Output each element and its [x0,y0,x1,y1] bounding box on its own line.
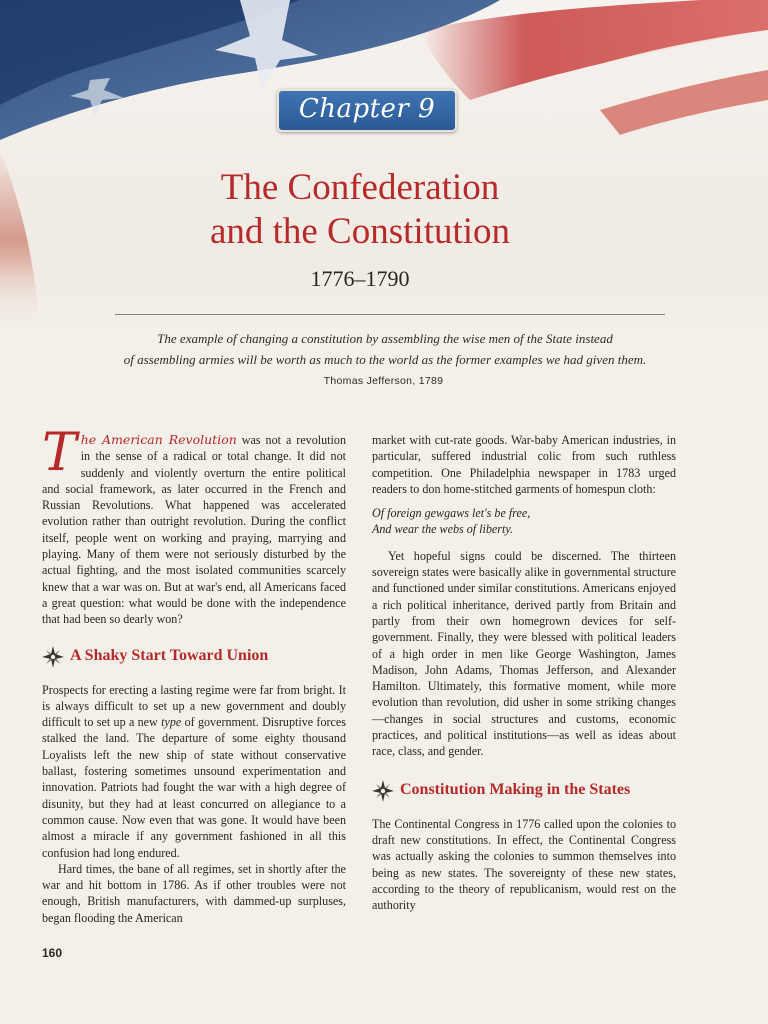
page-number: 160 [42,946,63,960]
attribution-text: Thomas Jefferson, 1789 [323,375,444,387]
divider [115,314,665,315]
chapter-title-line-1: The Confederation [220,167,500,208]
body-text: Prospects for erecting a lasting regime were far from bright. It is always difficult to set up a new government and doubly difficult to set up a new [42,682,346,730]
intro-paragraph [42,423,346,628]
right-column [372,432,676,913]
verse-line-1: Of foreign gewgaws let's be free, [372,506,531,521]
compass-star-icon [42,646,64,668]
epigraph-line-1: The example of changing a constitution by assembling the wise men of the State instead [157,331,613,346]
body-paragraph: Yet hopeful signs could be discerned. The thirteen sovereign states were basically alike in governmental structure and functioned under similar constitutions. Americans enjoyed a rich political inheritance, derived partly from Britain and partly from their own homegrown devices for self-government. Finally, they were blessed with political leaders of a high order in men like George Washington, James Madison, John Adams, Thomas Jefferson, and Alexander Hamilton. Ultimately, this formative moment, while more evolution than revolution, did usher in some striking changes—changes in social structures and customs, economic practices, and political institutions—as well as ideas about race, class, and gender. [372,548,676,759]
section-heading-shaky-start [42,646,346,668]
emphasis-text: type [161,715,182,730]
left-column [42,423,346,926]
chapter-title-line-2: and the Constitution [209,211,511,252]
compass-star-icon [372,780,394,802]
chapter-title [150,166,570,254]
section-heading-constitution-making [372,780,676,802]
verse-quote [372,505,676,538]
section-heading-text: A Shaky Start Toward Union [70,647,269,665]
chapter-badge: Chapter 9 [277,89,457,132]
section-heading-text: Constitution Making in the States [400,781,631,799]
epigraph-quote [80,328,690,370]
lead-phrase: he American Revolution [80,432,237,447]
body-paragraph: The Continental Congress in 1776 called upon the colonies to draft new constitutions. In effect, the Continental Congress was actually asking the colonies to summon themselves into being as new states. The sovereignty of these new states, according to the theory of republicanism, would rest on the authority [372,816,676,913]
dropcap-letter: T [42,423,77,483]
chapter-years: 1776–1790 [310,266,410,291]
epigraph-attribution [200,375,567,387]
body-paragraph [42,682,346,861]
verse-line-2: And wear the webs of liberty. [372,522,514,537]
intro-text: was not a revolution in the sense of a radical or total change. It did not suddenly and violently overturn the entire political and social framework, as later occurred in the French and Russian Revolutions. What happened was accelerated evolution rather than outright revolution. During the conflict itself, people went on working and praying, marrying and playing. Many of them were not seriously disturbed by the actual fighting, and the most isolated communities scarcely knew that a war was on. But at war's end, all Americans faced a great question: what would be done with the independence that had been so dearly won? [42,433,346,627]
body-paragraph: market with cut-rate goods. War-baby American industries, in particular, suffered industrial colic from such ruthless competition. One Philadelphia newspaper in 1783 urged readers to don home-stitched garments of homespun cloth: [372,433,676,496]
epigraph-line-2: of assembling armies will be worth as much to the world as the former examples we had given them. [123,352,647,367]
body-paragraph: Hard times, the bane of all regimes, set in shortly after the war and hit bottom in 1786. As if other troubles were not enough, British manufacturers, with dammed-up surpluses, began flooding the American [42,861,346,925]
body-text: of government. Disruptive forces stalked the land. The departure of some eighty thousand Loyalists left the new ship of state without conservative ballast, fostering sometimes unsound experimentation and innovation. Patriots had fought the war with a high degree of disunity, but they had at least concurred on allegiance to a common cause. Now even that was gone. It would have been almost a miracle if any government fashioned in all this confusion had long endured. [42,715,346,860]
